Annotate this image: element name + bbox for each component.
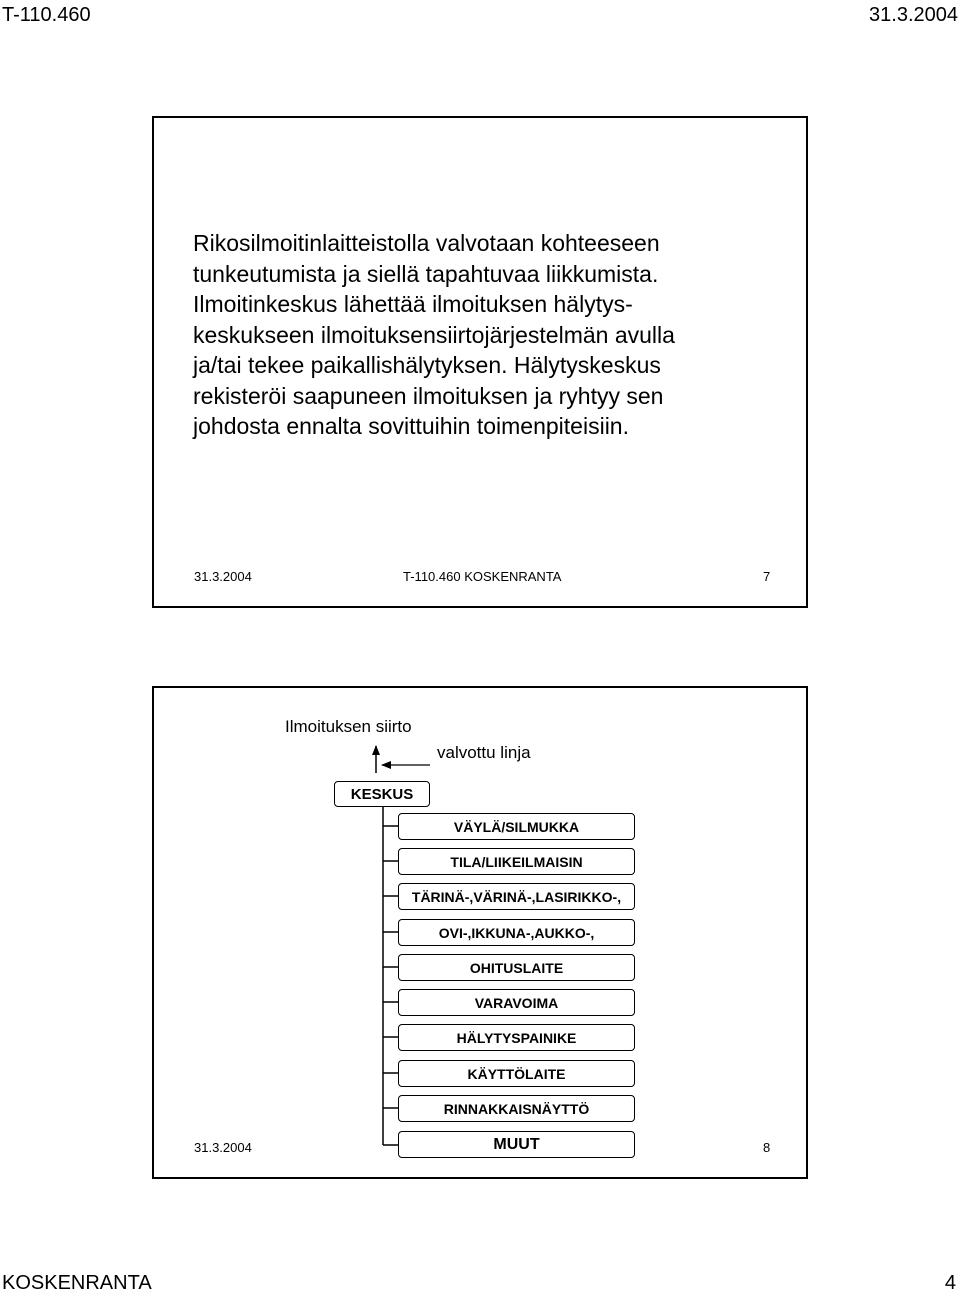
device-box: VÄYLÄ/SILMUKKA [398,813,635,840]
text-line: Ilmoitinkeskus lähettää ilmoituksen hälytys- [193,291,633,317]
slide-number: 7 [763,569,771,584]
monitored-line-label: valvottu linja [437,743,531,762]
text-line: rekisteröi saapuneen ilmoituksen ja ryhtyy sen [193,382,664,409]
device-box: TILA/LIIKEILMAISIN [398,848,635,875]
text-line: keskukseen ilmoituksensiirtojärjestelmän avulla [193,321,675,348]
text-line: Rikosilmoitinlaitteistolla valvotaan kohteeseen [193,230,660,256]
slide-footer-course: T-110.460 KOSKENRANTA [403,569,562,584]
slide-8 [152,686,808,1179]
center-box: KESKUS [334,781,430,807]
transfer-label: Ilmoituksen siirto [285,717,412,736]
slide-footer-date: 31.3.2004 [194,569,252,584]
slide-body-text [193,228,793,442]
page-number: 4 [944,1272,956,1294]
slide-footer-date: 31.3.2004 [194,1140,252,1155]
device-box: OVI-,IKKUNA-,AUKKO-, [398,919,635,946]
slide-number: 8 [763,1140,771,1155]
device-box: RINNAKKAISNÄYTTÖ [398,1095,635,1122]
text-line: tunkeutumista ja siellä tapahtuvaa liikkumista. [193,260,659,287]
device-box: KÄYTTÖLAITE [398,1060,635,1087]
page-header-course: T-110.460 [2,4,91,26]
device-box: OHITUSLAITE [398,954,635,981]
device-box: TÄRINÄ-,VÄRINÄ-,LASIRIKKO-, [398,883,635,910]
device-box: MUUT [398,1131,635,1158]
page-header-date: 31.3.2004 [869,4,958,26]
device-box: VARAVOIMA [398,989,635,1016]
text-line: ja/tai tekee paikallishälytyksen. Hälytyskeskus [193,352,661,378]
slide-7 [152,116,808,608]
text-line: johdosta ennalta sovittuihin toimenpiteisiin. [193,413,629,439]
page-footer-author: KOSKENRANTA [2,1272,152,1294]
device-box: HÄLYTYSPAINIKE [398,1024,635,1051]
